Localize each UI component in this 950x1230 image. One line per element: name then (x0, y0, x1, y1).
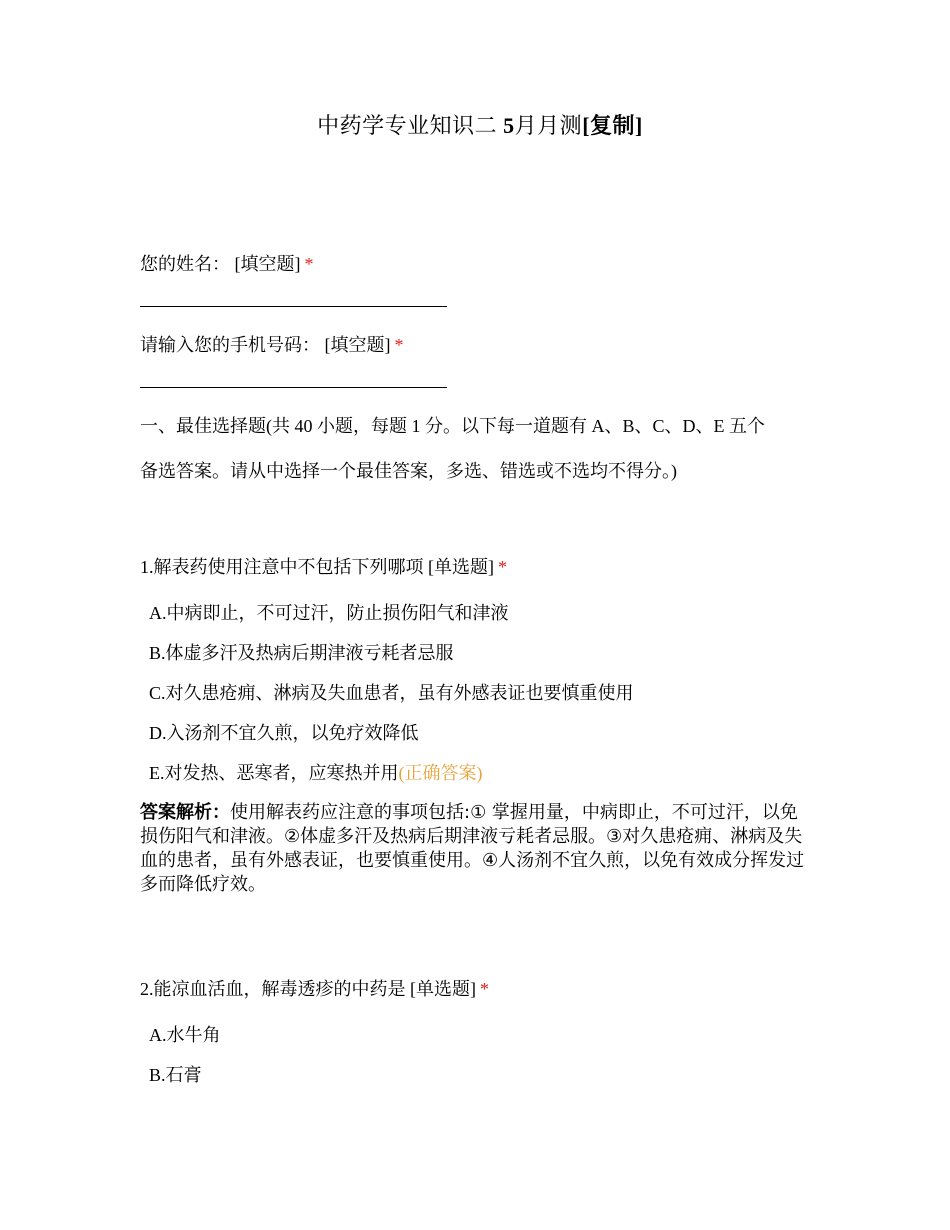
question-1-type: [单选题] (428, 557, 494, 577)
title-number: 5 (503, 113, 515, 138)
name-label: 您的姓名： (140, 254, 230, 274)
phone-label: 请输入您的手机号码： (140, 335, 320, 355)
phone-question (140, 333, 404, 357)
question-1-text: 1.解表药使用注意中不包括下列哪项 (140, 557, 424, 577)
q1-option-b[interactable]: B.体虚多汗及热病后期津液亏耗者忌服 (149, 643, 454, 663)
required-star: * (304, 254, 314, 274)
title-month: 月月测 (514, 113, 583, 138)
analysis-label: 答案解析： (140, 802, 230, 823)
name-type: [填空题] (234, 254, 301, 274)
q2-option-a[interactable]: A.水牛角 (149, 1025, 221, 1045)
required-star: * (480, 979, 489, 999)
page-title (0, 112, 950, 140)
phone-input-line[interactable] (140, 387, 447, 388)
section-heading-line-2: 备选答案。请从中选择一个最佳答案，多选、错选或不选均不得分。) (140, 461, 677, 481)
question-1-title (140, 555, 507, 579)
name-input-line[interactable] (140, 306, 447, 307)
title-copy-tag: [复制] (582, 113, 643, 138)
q1-option-e[interactable] (149, 761, 483, 785)
q1-option-a[interactable]: A.中病即止，不可过汗，防止损伤阳气和津液 (149, 603, 509, 623)
phone-type: [填空题] (324, 335, 391, 355)
correct-answer-marker: (正确答案) (398, 763, 483, 783)
answer-analysis (140, 801, 815, 897)
q2-option-b[interactable]: B.石膏 (149, 1065, 202, 1085)
q1-option-d[interactable]: D.入汤剂不宜久煎，以免疗效降低 (149, 723, 419, 743)
analysis-text: 使用解表药应注意的事项包括:① 掌握用量，中病即止，不可过汗，以免损伤阳气和津液。②体虚多汗及热病后期津液亏耗者忌服。③对久患疮痈、淋病及失血的患者，虽有外感表证，也要慎重使用。④人汤剂不宜久煎，以免有效成分挥发过多而降低疗效。 (140, 802, 805, 895)
question-2-title (140, 977, 489, 1001)
q1-option-e-text: E.对发热、恶寒者，应寒热并用 (149, 763, 399, 783)
question-2-type: [单选题] (410, 979, 476, 999)
required-star: * (394, 335, 404, 355)
section-heading-line-1: 一、最佳选择题(共 40 小题，每题 1 分。以下每一道题有 A、B、C、D、E 五个 (140, 416, 765, 436)
question-2-text: 2.能凉血活血，解毒透疹的中药是 (140, 979, 406, 999)
title-main: 中药学专业知识二 (317, 113, 498, 138)
q1-option-c[interactable]: C.对久患疮痈、淋病及失血患者，虽有外感表证也要慎重使用 (149, 683, 634, 703)
name-question (140, 252, 314, 276)
required-star: * (498, 557, 507, 577)
